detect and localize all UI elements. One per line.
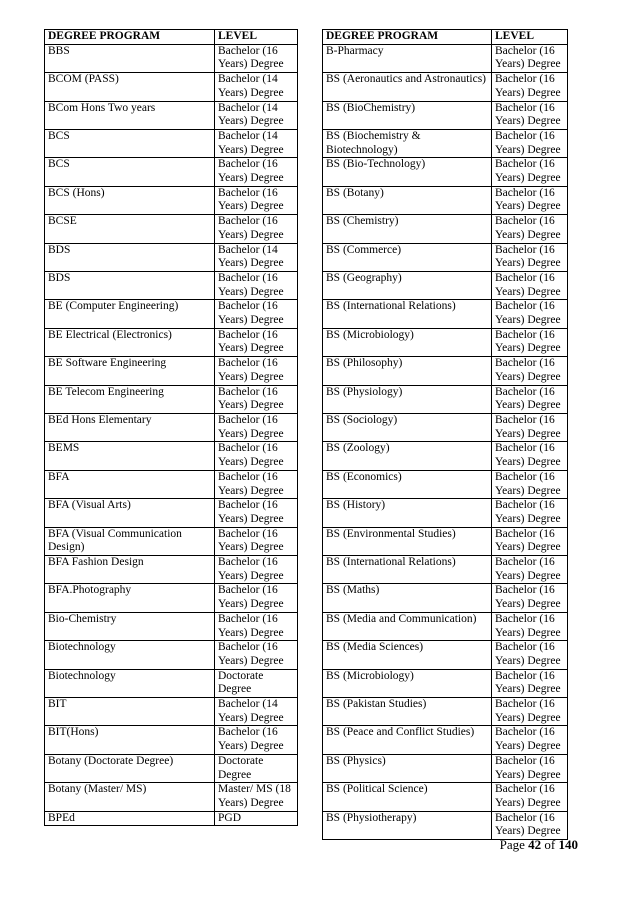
degree-program-cell: BE Software Engineering: [45, 357, 215, 385]
program-column-header: DEGREE PROGRAM: [323, 30, 492, 45]
right-degree-table: [322, 29, 568, 840]
degree-level-cell: Bachelor (14 Years) Degree: [215, 243, 298, 271]
table-row: [323, 158, 568, 186]
degree-program-cell: BFA: [45, 470, 215, 498]
table-row: [323, 584, 568, 612]
degree-level-cell: Bachelor (16 Years) Degree: [215, 385, 298, 413]
degree-level-cell: Bachelor (16 Years) Degree: [215, 44, 298, 72]
degree-level-cell: Bachelor (16 Years) Degree: [215, 527, 298, 555]
degree-program-cell: BS (Microbiology): [323, 669, 492, 697]
degree-level-cell: Master/ MS (18 Years) Degree: [215, 783, 298, 811]
degree-level-cell: Doctorate Degree: [215, 754, 298, 782]
degree-program-cell: BCSE: [45, 215, 215, 243]
table-row: [45, 73, 298, 101]
table-row: [45, 783, 298, 811]
degree-program-cell: BS (Commerce): [323, 243, 492, 271]
degree-level-cell: Bachelor (14 Years) Degree: [215, 129, 298, 157]
page-number: 42: [528, 837, 542, 852]
degree-program-cell: BS (Peace and Conflict Studies): [323, 726, 492, 754]
degree-level-cell: Bachelor (16 Years) Degree: [492, 101, 568, 129]
table-row: [323, 300, 568, 328]
degree-program-cell: BS (International Relations): [323, 300, 492, 328]
degree-program-cell: BS (History): [323, 499, 492, 527]
degree-level-cell: Bachelor (14 Years) Degree: [215, 73, 298, 101]
degree-program-cell: BCOM (PASS): [45, 73, 215, 101]
degree-level-cell: Bachelor (16 Years) Degree: [215, 612, 298, 640]
table-row: [323, 357, 568, 385]
table-row: [323, 101, 568, 129]
degree-level-cell: Bachelor (16 Years) Degree: [492, 783, 568, 811]
degree-program-cell: Biotechnology: [45, 669, 215, 697]
degree-level-cell: PGD: [215, 811, 298, 826]
degree-program-cell: BEd Hons Elementary: [45, 413, 215, 441]
table-row: [45, 413, 298, 441]
degree-program-cell: BS (Microbiology): [323, 328, 492, 356]
degree-program-cell: BFA (Visual Communication Design): [45, 527, 215, 555]
page-label: Page: [499, 837, 525, 852]
degree-level-cell: Bachelor (16 Years) Degree: [215, 442, 298, 470]
degree-level-cell: Bachelor (16 Years) Degree: [492, 271, 568, 299]
degree-level-cell: Bachelor (16 Years) Degree: [492, 300, 568, 328]
degree-level-cell: Bachelor (16 Years) Degree: [492, 442, 568, 470]
table-row: [45, 101, 298, 129]
header-row: [45, 30, 298, 45]
degree-program-cell: BCS: [45, 129, 215, 157]
table-row: [323, 612, 568, 640]
degree-level-cell: Bachelor (16 Years) Degree: [492, 612, 568, 640]
degree-program-cell: BS (Environmental Studies): [323, 527, 492, 555]
degree-program-cell: BS (Media and Communication): [323, 612, 492, 640]
table-row: [323, 328, 568, 356]
table-row: [45, 499, 298, 527]
degree-program-cell: Botany (Master/ MS): [45, 783, 215, 811]
degree-program-cell: BE Telecom Engineering: [45, 385, 215, 413]
degree-program-cell: BBS: [45, 44, 215, 72]
degree-program-cell: BS (Political Science): [323, 783, 492, 811]
degree-level-cell: Bachelor (16 Years) Degree: [215, 499, 298, 527]
degree-level-cell: Bachelor (16 Years) Degree: [492, 641, 568, 669]
degree-level-cell: Bachelor (16 Years) Degree: [215, 300, 298, 328]
degree-program-cell: BS (Philosophy): [323, 357, 492, 385]
table-row: [323, 641, 568, 669]
table-row: [45, 612, 298, 640]
table-row: [45, 328, 298, 356]
degree-level-cell: Bachelor (16 Years) Degree: [492, 584, 568, 612]
degree-program-cell: BS (Biochemistry & Biotechnology): [323, 129, 492, 157]
degree-level-cell: Bachelor (14 Years) Degree: [215, 101, 298, 129]
degree-program-cell: BPEd: [45, 811, 215, 826]
table-row: [323, 726, 568, 754]
degree-program-cell: BS (Economics): [323, 470, 492, 498]
table-row: [45, 357, 298, 385]
table-row: [45, 129, 298, 157]
degree-program-cell: BS (Bio-Technology): [323, 158, 492, 186]
table-row: [323, 754, 568, 782]
page-footer: [500, 837, 578, 853]
table-row: [45, 584, 298, 612]
table-row: [323, 442, 568, 470]
left-degree-table: [44, 29, 298, 826]
degree-level-cell: Bachelor (16 Years) Degree: [492, 470, 568, 498]
degree-level-cell: Bachelor (16 Years) Degree: [492, 186, 568, 214]
degree-program-cell: BS (Botany): [323, 186, 492, 214]
header-row: [323, 30, 568, 45]
table-row: [323, 811, 568, 839]
degree-program-cell: BFA Fashion Design: [45, 556, 215, 584]
degree-level-cell: Bachelor (16 Years) Degree: [215, 726, 298, 754]
degree-level-cell: Bachelor (16 Years) Degree: [215, 470, 298, 498]
table-row: [323, 129, 568, 157]
table-row: [323, 73, 568, 101]
degree-level-cell: Bachelor (16 Years) Degree: [492, 754, 568, 782]
table-row: [323, 783, 568, 811]
table-row: [323, 698, 568, 726]
table-row: [323, 556, 568, 584]
degree-level-cell: Doctorate Degree: [215, 669, 298, 697]
degree-level-cell: Bachelor (16 Years) Degree: [215, 584, 298, 612]
table-row: [45, 811, 298, 826]
degree-level-cell: Bachelor (16 Years) Degree: [215, 328, 298, 356]
degree-program-cell: BS (Sociology): [323, 413, 492, 441]
degree-program-cell: Biotechnology: [45, 641, 215, 669]
degree-program-cell: B-Pharmacy: [323, 44, 492, 72]
degree-program-cell: BDS: [45, 243, 215, 271]
degree-level-cell: Bachelor (16 Years) Degree: [492, 243, 568, 271]
table-row: [45, 726, 298, 754]
degree-program-cell: BS (Media Sciences): [323, 641, 492, 669]
degree-program-cell: BS (Zoology): [323, 442, 492, 470]
table-row: [323, 215, 568, 243]
degree-program-cell: BS (Physics): [323, 754, 492, 782]
table-row: [323, 669, 568, 697]
level-column-header: LEVEL: [492, 30, 568, 45]
degree-program-cell: BS (Chemistry): [323, 215, 492, 243]
table-row: [45, 300, 298, 328]
degree-program-cell: BS (Pakistan Studies): [323, 698, 492, 726]
table-row: [323, 186, 568, 214]
level-column-header: LEVEL: [215, 30, 298, 45]
table-row: [323, 470, 568, 498]
table-row: [45, 556, 298, 584]
degree-program-cell: Bio-Chemistry: [45, 612, 215, 640]
degree-program-cell: BCS (Hons): [45, 186, 215, 214]
table-row: [45, 385, 298, 413]
degree-program-cell: BIT: [45, 698, 215, 726]
degree-program-cell: BE (Computer Engineering): [45, 300, 215, 328]
degree-program-cell: BS (International Relations): [323, 556, 492, 584]
degree-level-cell: Bachelor (16 Years) Degree: [492, 499, 568, 527]
degree-level-cell: Bachelor (16 Years) Degree: [215, 186, 298, 214]
degree-level-cell: Bachelor (16 Years) Degree: [492, 527, 568, 555]
degree-program-cell: BS (Maths): [323, 584, 492, 612]
table-row: [45, 698, 298, 726]
degree-level-cell: Bachelor (16 Years) Degree: [492, 215, 568, 243]
program-column-header: DEGREE PROGRAM: [45, 30, 215, 45]
degree-level-cell: Bachelor (16 Years) Degree: [215, 271, 298, 299]
degree-program-cell: BDS: [45, 271, 215, 299]
degree-program-cell: BFA (Visual Arts): [45, 499, 215, 527]
degree-level-cell: Bachelor (16 Years) Degree: [215, 158, 298, 186]
degree-program-cell: BCom Hons Two years: [45, 101, 215, 129]
degree-level-cell: Bachelor (16 Years) Degree: [492, 811, 568, 839]
degree-level-cell: Bachelor (16 Years) Degree: [492, 726, 568, 754]
table-row: [45, 527, 298, 555]
degree-program-cell: Botany (Doctorate Degree): [45, 754, 215, 782]
table-row: [45, 44, 298, 72]
degree-level-cell: Bachelor (16 Years) Degree: [492, 73, 568, 101]
degree-level-cell: Bachelor (14 Years) Degree: [215, 698, 298, 726]
table-row: [323, 243, 568, 271]
table-row: [45, 158, 298, 186]
table-row: [45, 754, 298, 782]
table-row: [45, 442, 298, 470]
degree-level-cell: Bachelor (16 Years) Degree: [492, 357, 568, 385]
degree-level-cell: Bachelor (16 Years) Degree: [492, 158, 568, 186]
table-row: [45, 243, 298, 271]
degree-level-cell: Bachelor (16 Years) Degree: [492, 413, 568, 441]
table-row: [323, 271, 568, 299]
table-row: [323, 413, 568, 441]
degree-level-cell: Bachelor (16 Years) Degree: [492, 44, 568, 72]
degree-level-cell: Bachelor (16 Years) Degree: [492, 385, 568, 413]
degree-program-cell: BS (Aeronautics and Astronautics): [323, 73, 492, 101]
degree-program-cell: BIT(Hons): [45, 726, 215, 754]
table-row: [323, 385, 568, 413]
table-row: [45, 669, 298, 697]
degree-program-cell: BS (Physiology): [323, 385, 492, 413]
degree-program-cell: BS (Geography): [323, 271, 492, 299]
degree-level-cell: Bachelor (16 Years) Degree: [215, 357, 298, 385]
degree-level-cell: Bachelor (16 Years) Degree: [492, 129, 568, 157]
table-row: [45, 186, 298, 214]
degree-level-cell: Bachelor (16 Years) Degree: [215, 556, 298, 584]
table-row: [45, 215, 298, 243]
table-row: [45, 641, 298, 669]
total-pages: 140: [558, 837, 578, 852]
table-row: [323, 44, 568, 72]
degree-program-cell: BCS: [45, 158, 215, 186]
of-label: of: [544, 837, 556, 852]
degree-level-cell: Bachelor (16 Years) Degree: [492, 328, 568, 356]
degree-program-cell: BEMS: [45, 442, 215, 470]
degree-level-cell: Bachelor (16 Years) Degree: [492, 556, 568, 584]
degree-level-cell: Bachelor (16 Years) Degree: [492, 698, 568, 726]
degree-level-cell: Bachelor (16 Years) Degree: [215, 413, 298, 441]
table-row: [323, 499, 568, 527]
degree-level-cell: Bachelor (16 Years) Degree: [215, 641, 298, 669]
degree-program-cell: BS (Physiotherapy): [323, 811, 492, 839]
degree-program-cell: BFA.Photography: [45, 584, 215, 612]
degree-program-cell: BS (BioChemistry): [323, 101, 492, 129]
degree-level-cell: Bachelor (16 Years) Degree: [215, 215, 298, 243]
table-row: [45, 470, 298, 498]
table-row: [323, 527, 568, 555]
degree-program-cell: BE Electrical (Electronics): [45, 328, 215, 356]
degree-level-cell: Bachelor (16 Years) Degree: [492, 669, 568, 697]
table-row: [45, 271, 298, 299]
